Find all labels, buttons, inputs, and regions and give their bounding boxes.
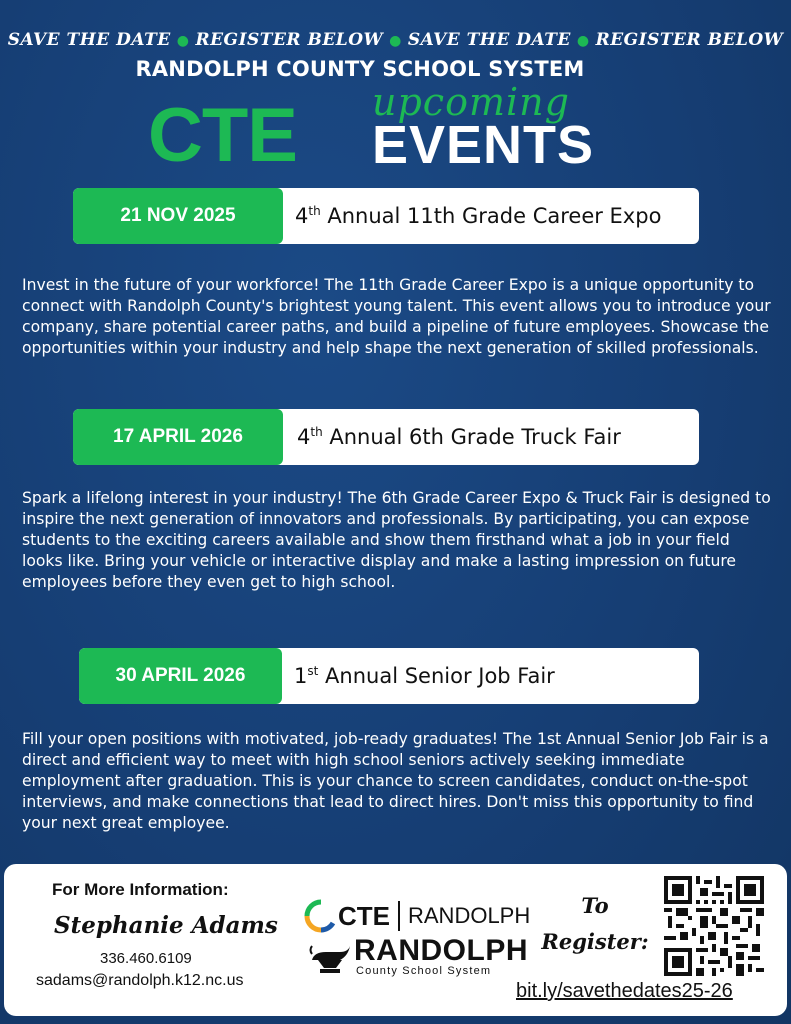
logo-county-text: County School System — [356, 965, 492, 977]
contact-footer — [4, 864, 787, 1016]
event-title-text: Annual 6th Grade Truck Fair — [329, 425, 621, 449]
event-title — [283, 425, 621, 449]
banner-text: REGISTER BELOW — [595, 30, 784, 50]
logo-randolph-text: RANDOLPH — [408, 903, 531, 928]
event-bar-senior-job-fair — [79, 648, 699, 704]
events-heading: EVENTS — [372, 115, 595, 175]
event-description: Fill your open positions with motivated, job-ready graduates! The 1st Annual Senior Job Fair is a direct and efficient way to meet with high school seniors actively seeking immediate employment after graduation. This is your chance to screen candidates, conduct on-the-spot interviews, and make connections that lead to direct hires. Don't miss this opportunity to find your next great employee. — [22, 730, 769, 832]
logo-divider — [398, 901, 400, 931]
event-title-text: Annual 11th Grade Career Expo — [327, 204, 662, 228]
event-date: 30 APRIL 2026 — [79, 648, 282, 704]
event-description: Invest in the future of your workforce! The 11th Grade Career Expo is a unique opportunity to connect with Randolph County's brightest young talent. This event allows you to introduce your company, share potential career paths, and build a pipeline of future employees. Showcase the opportunities within your industry and help shape the next generation of skilled professionals. — [22, 276, 771, 357]
bullet-dot-icon: ● — [176, 33, 190, 49]
event-title — [283, 204, 661, 228]
upcoming-heading: upcoming — [372, 80, 570, 124]
event-title — [282, 664, 555, 688]
to-register-label — [540, 888, 650, 960]
ordinal-suffix: th — [310, 425, 323, 439]
cte-heading: CTE — [148, 93, 297, 178]
bullet-dot-icon: ● — [576, 33, 590, 49]
banner-text: REGISTER BELOW — [195, 30, 384, 50]
cte-randolph-logo — [304, 898, 530, 934]
event-date: 17 APRIL 2026 — [73, 409, 283, 465]
logo-cte-text: CTE — [338, 900, 390, 931]
cte-swirl-icon — [304, 899, 338, 933]
register-label: Register: — [541, 929, 649, 954]
event-date: 21 NOV 2025 — [73, 188, 283, 244]
save-the-date-banner — [0, 30, 791, 50]
contact-name: Stephanie Adams — [54, 912, 278, 939]
bullet-dot-icon: ● — [389, 33, 402, 49]
contact-phone: 336.460.6109 — [100, 950, 192, 967]
event-description: Spark a lifelong interest in your industry! The 6th Grade Career Expo & Truck Fair is designed to inspire the next generation of innovators and professionals. By participating, you can expose students to the exciting careers available and show them firsthand what a job in your field looks like. Bring your vehicle or interactive display and make a lasting impression on future employees before they even get to high school. — [22, 489, 771, 591]
organization-name: RANDOLPH COUNTY SCHOOL SYSTEM — [135, 57, 585, 81]
event-title-text: Annual Senior Job Fair — [325, 664, 555, 688]
ordinal-number: 4 — [297, 425, 311, 449]
ordinal-suffix: st — [307, 664, 319, 678]
logo-randolph-wordmark: RANDOLPH — [354, 934, 528, 967]
lamp-of-knowledge-icon — [308, 940, 352, 976]
to-label: To — [581, 893, 609, 918]
more-info-label: For More Information: — [52, 880, 229, 899]
registration-link[interactable]: bit.ly/savethedates25-26 — [516, 980, 733, 1002]
event-bar-truck-fair — [73, 409, 699, 465]
contact-email[interactable]: sadams@randolph.k12.nc.us — [36, 972, 244, 989]
event-bar-career-expo — [73, 188, 699, 244]
ordinal-number: 4 — [295, 204, 309, 228]
registration-qr-code[interactable] — [664, 876, 764, 976]
banner-text: SAVE THE DATE — [407, 30, 571, 50]
ordinal-suffix: th — [308, 204, 321, 218]
banner-text: SAVE THE DATE — [7, 30, 171, 50]
ordinal-number: 1 — [294, 664, 308, 688]
